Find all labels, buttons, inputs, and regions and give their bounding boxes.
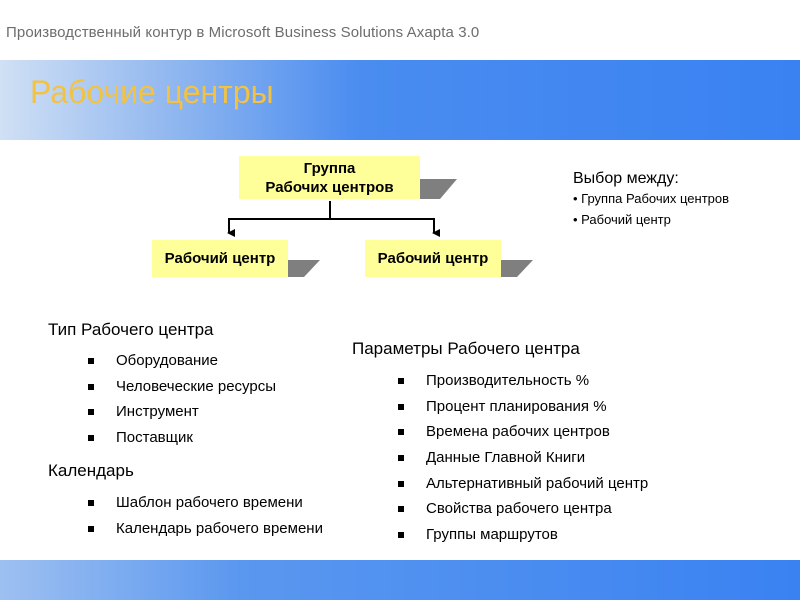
list-item: Шаблон рабочего времени [88, 490, 323, 516]
list-item: Процент планирования % [398, 394, 648, 420]
list-item: Свойства рабочего центра [398, 496, 648, 522]
bullet-icon [398, 506, 404, 512]
choice-note [573, 170, 729, 230]
type-list [88, 348, 276, 451]
bullet-icon [88, 384, 94, 390]
choice-note-item: • Рабочий центр [573, 212, 671, 227]
bullet-icon [398, 404, 404, 410]
list-item: Инструмент [88, 399, 276, 425]
workcenter-group-box [239, 156, 420, 199]
footer-band [0, 560, 800, 600]
bullet-icon [398, 532, 404, 538]
right-box-shadow [501, 260, 533, 277]
list-item: Альтернативный рабочий центр [398, 471, 648, 497]
choice-note-item: • Группа Рабочих центров [573, 191, 730, 206]
bullet-icon [398, 429, 404, 435]
bullet-icon [88, 435, 94, 441]
group-box-line2: Рабочих центров [265, 178, 394, 196]
group-box-line1: Группа [303, 159, 356, 177]
list-item: Времена рабочих центров [398, 419, 648, 445]
list-item: Группы маршрутов [398, 522, 648, 548]
type-heading: Тип Рабочего центра [48, 320, 214, 339]
choice-note-heading: Выбор между: [573, 170, 679, 187]
group-box-shadow [420, 179, 457, 199]
bullet-icon [88, 500, 94, 506]
right-box-label: Рабочий центр [377, 250, 489, 267]
bullet-icon [88, 358, 94, 364]
calendar-list [88, 490, 323, 541]
bullet-icon [88, 526, 94, 532]
calendar-heading: Календарь [48, 461, 134, 480]
list-item: Данные Главной Книги [398, 445, 648, 471]
bullet-icon [398, 481, 404, 487]
params-list [398, 368, 648, 548]
list-item: Поставщик [88, 425, 276, 451]
bullet-icon [88, 409, 94, 415]
list-item: Оборудование [88, 348, 276, 374]
presentation-header: Производственный контур в Microsoft Business Solutions Axapta 3.0 [6, 24, 480, 41]
list-item: Производительность % [398, 368, 648, 394]
workcenter-left-box [152, 240, 288, 277]
left-box-label: Рабочий центр [164, 250, 276, 267]
list-item: Календарь рабочего времени [88, 516, 323, 542]
list-item: Человеческие ресурсы [88, 374, 276, 400]
bullet-icon [398, 378, 404, 384]
bullet-icon [398, 455, 404, 461]
left-box-shadow [288, 260, 320, 277]
params-heading: Параметры Рабочего центра [352, 339, 580, 358]
workcenter-right-box [365, 240, 501, 277]
slide-title: Рабочие центры [30, 74, 274, 110]
